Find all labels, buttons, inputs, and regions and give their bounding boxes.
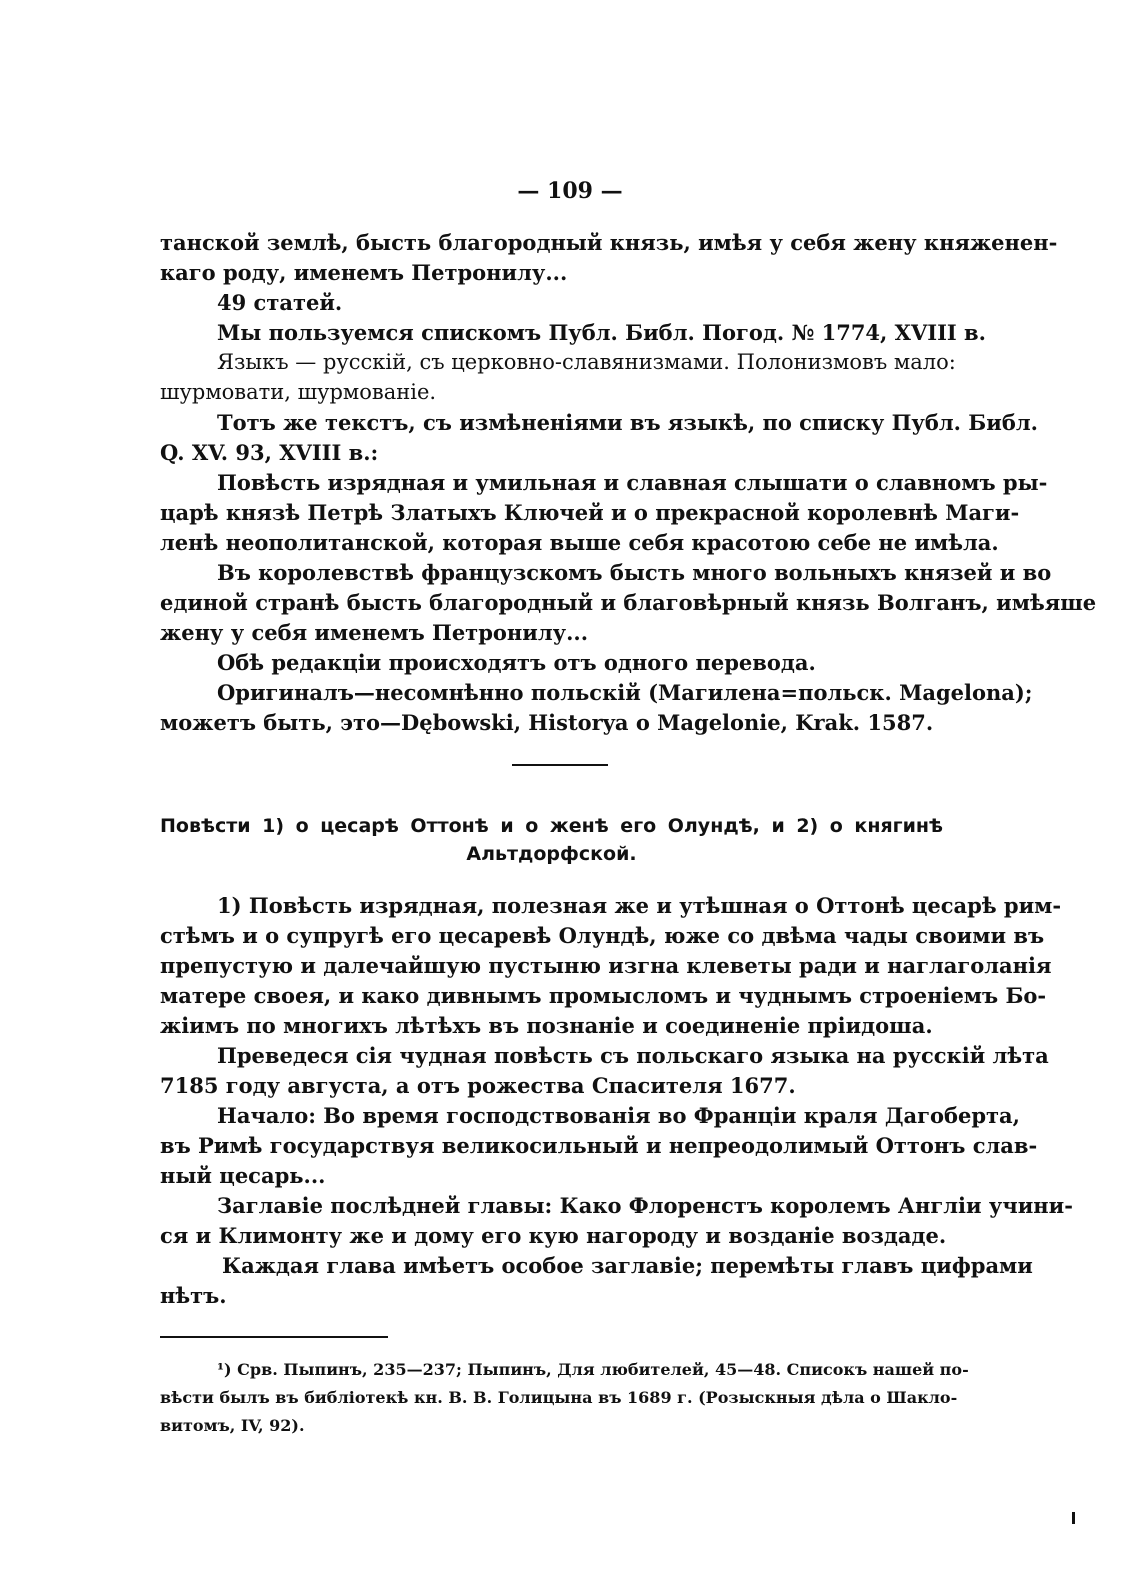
text-line: Тотъ же текстъ, съ измѣненіями въ языкѣ, по списку Публ. Библ. (217, 410, 1038, 435)
text-line: можетъ быть, это—Dębowski, Historya o Magelonie, Krak. 1587. (160, 710, 934, 735)
text-line: жіимъ по многихъ лѣтѣхъ въ познаніе и соединеніе пріидоша. (160, 1013, 933, 1038)
text-line: Заглавіе послѣдней главы: Како Флоренстъ королемъ Англіи учини- (217, 1193, 1073, 1218)
text-line: танской землѣ, бысть благородный князь, имѣя у себя жену княженен- (160, 230, 1058, 255)
text-line: нѣтъ. (160, 1283, 227, 1308)
footnote-rule (160, 1336, 388, 1338)
text-line: Въ королевствѣ французскомъ бысть много вольныхъ князей и во (217, 560, 1052, 585)
text-line: Q. XV. 93, XVIII в.: (160, 440, 379, 465)
text-line: ленѣ неополитанской, которая выше себя красотою себе не имѣла. (160, 530, 999, 555)
text-line: Оригиналъ—несомнѣнно польскій (Магилена=польск. Magelona); (217, 680, 1033, 705)
text-line: Языкъ — русскій, съ церковно-славянизмами. Полонизмовъ мало: (217, 350, 956, 374)
section-divider (512, 764, 608, 766)
text-line: 7185 году августа, а отъ рожества Спасителя 1677. (160, 1073, 796, 1098)
text-line: 1) Повѣсть изрядная, полезная же и утѣшная о Оттонѣ цесарѣ рим- (217, 893, 1062, 918)
text-line: ся и Климонту же и дому его кую нагороду и возданіе воздаде. (160, 1223, 947, 1248)
text-line: шурмовати, шурмованіе. (160, 380, 437, 404)
text-line: препустую и далечайшую пустыню изгна клеветы ради и наглаголанія (160, 953, 1052, 978)
text-line: Повѣсть изрядная и умильная и славная слышати о славномъ ры- (217, 470, 1048, 495)
text-line: каго роду, именемъ Петронилу... (160, 260, 568, 285)
footnote-line: витомъ, IV, 92). (160, 1416, 305, 1435)
text-line: жену у себя именемъ Петронилу... (160, 620, 589, 645)
text-line: 49 статей. (217, 290, 343, 315)
scan-mark (1072, 1512, 1075, 1524)
text-line: Начало: Во время господствованія во Франціи краля Дагоберта, (217, 1103, 1020, 1128)
footnote-line: ¹) Срв. Пыпинъ, 235—237; Пыпинъ, Для любителей, 45—48. Списокъ нашей по- (217, 1360, 969, 1379)
text-line: стѣмъ и о супругѣ его цесаревѣ Олундѣ, юже со двѣма чады своими въ (160, 923, 1045, 948)
section-heading-cont: Альтдорфской. (466, 843, 637, 865)
text-line: въ Римѣ государствуя великосильный и непреодолимый Оттонъ слав- (160, 1133, 1038, 1158)
text-line: Обѣ редакціи происходятъ отъ одного перевода. (217, 650, 816, 675)
text-line: Каждая глава имѣетъ особое заглавіе; перемѣты главъ цифрами (222, 1253, 1033, 1278)
section-heading: Повѣсти 1) о цесарѣ Оттонѣ и о женѣ его Олундѣ, и 2) о княгинѣ (160, 815, 943, 837)
text-line: единой странѣ бысть благородный и благовѣрный князь Волганъ, имѣяше (160, 590, 1097, 615)
page-number: — 109 — (517, 178, 623, 204)
text-line: Преведеся сія чудная повѣсть съ польскаго языка на русскій лѣта (217, 1043, 1049, 1068)
text-line: ный цесарь... (160, 1163, 326, 1188)
text-line: матере своея, и како дивнымъ промысломъ и чуднымъ строеніемъ Бо- (160, 983, 1047, 1008)
text-line: царѣ князѣ Петрѣ Златыхъ Ключей и о прекрасной королевнѣ Маги- (160, 500, 1020, 525)
text-line: Мы пользуемся спискомъ Публ. Библ. Погод. № 1774, XVIII в. (217, 320, 986, 345)
footnote-line: вѣсти былъ въ библіотекѣ кн. В. В. Голицына въ 1689 г. (Розыскныя дѣла о Шакло- (160, 1388, 958, 1407)
